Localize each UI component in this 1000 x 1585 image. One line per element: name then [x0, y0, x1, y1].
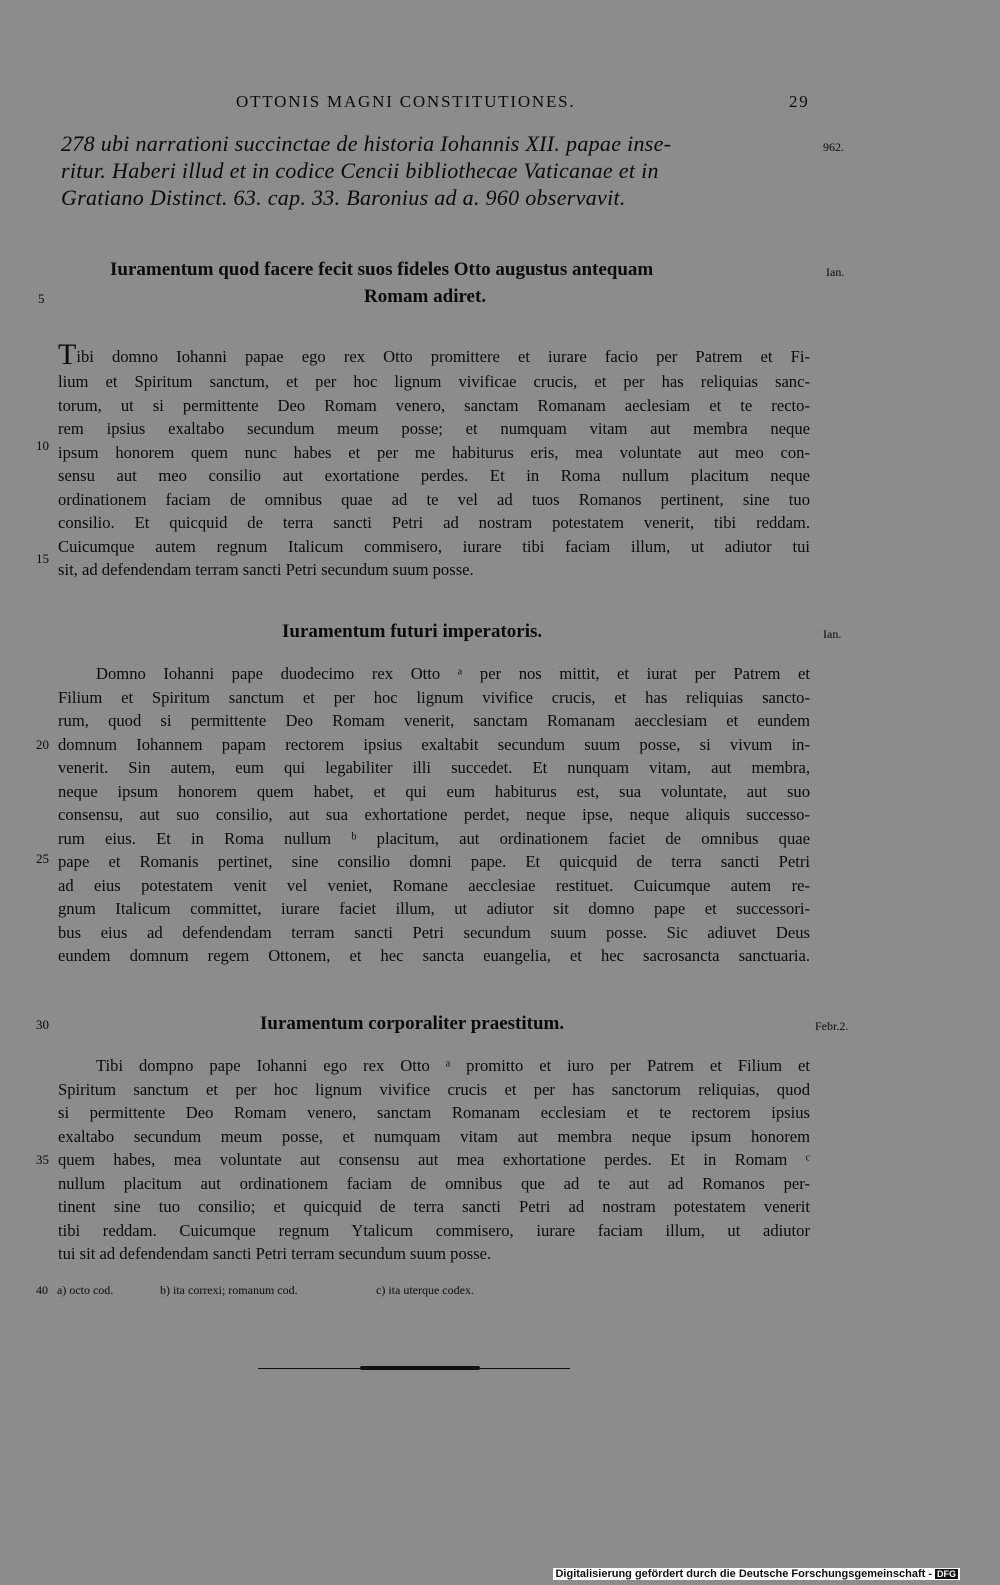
- body-line: rum eius. Et in Roma nullum ᵇ placitum, aut ordinationem faciet de omnibus quae: [58, 828, 810, 848]
- body-line: torum, ut si permittente Deo Romam venero, sanctam Romanam aeclesiam et te recto-: [58, 395, 810, 415]
- body-line: bus eius ad defendendam terram sancti Petri secundum suum posse. Sic adiuvet Deus: [58, 922, 810, 942]
- body-line: ad eius potestatem venit vel veniet, Romane aecclesiae restituet. Cuicumque autem re-: [58, 875, 810, 895]
- body-line: consensu, aut suo consilio, aut sua exhortatione perdet, neque ipse, neque aliquis successo-: [58, 805, 810, 824]
- body-line: rum, quod si permittente Deo Romam venerit, sanctam Romanam aecclesiam et eundem: [58, 711, 810, 730]
- intro-line: ritur. Haberi illud et in codice Cencii bibliothecae Vaticanae et in: [61, 158, 659, 183]
- line-number: 30: [36, 1017, 49, 1032]
- drop-cap: T: [58, 338, 77, 371]
- body-line: tibi reddam. Cuicumque regnum Ytalicum commisero, iurare faciam illum, ut adiutor: [58, 1220, 810, 1240]
- body-line: exaltabo secundum meum posse, et numquam vitam aut membra neque ipsum honorem: [58, 1126, 810, 1146]
- body-line: Tibi dompno pape Iohanni ego rex Otto ᵃ promitto et iuro per Patrem et Filium et: [96, 1056, 810, 1075]
- body-line: tinent sine tuo consilio; et quicquid de terra sancti Petri ad nostram potestatem venerit: [58, 1197, 810, 1216]
- body-line: lium et Spiritum sanctum, et per hoc lignum vivificae crucis, et per has reliquias sanc-: [58, 372, 810, 391]
- body-line: Filium et Spiritum sanctum et per hoc lignum vivifice crucis, et has reliquias sancto-: [58, 687, 810, 707]
- section-3-body: [58, 1054, 810, 1266]
- body-line: pape et Romanis pertinet, sine consilio domni pape. Et quicquid de terra sancti Petri: [58, 852, 810, 871]
- intro-line: 278 ubi narrationi succinctae de historia Iohannis XII. papae inse-: [61, 131, 672, 156]
- body-line: nullum placitum aut ordinationem faciam de omnibus que ad te aut ad Romanos per-: [58, 1173, 810, 1193]
- body-line: venerit. Sin autem, eum qui legabiliter illi succedet. Et nunquam vitam, aut membra,: [58, 758, 810, 777]
- running-title: OTTONIS MAGNI CONSTITUTIONES.: [236, 92, 576, 111]
- body-line: quem habes, mea voluntate aut consensu aut mea exhortatione perdes. Et in Romam ᶜ: [58, 1150, 810, 1169]
- margin-date: Febr.2.: [815, 1019, 849, 1033]
- body-line: consilio. Et quicquid de terra sancti Petri ad nostram potestatem venerit, tibi reddam.: [58, 513, 810, 532]
- margin-year: 962.: [823, 140, 844, 154]
- intro-line: Gratiano Distinct. 63. cap. 33. Baronius ad a. 960 observavit.: [61, 185, 626, 210]
- section-1-title-line-1: Iuramentum quod facere fecit suos fideles Otto augustus antequam: [110, 259, 654, 280]
- body-line: ordinationem faciam de omnibus quae ad te vel ad tuos Romanos pertinent, sine tuo: [58, 489, 810, 509]
- section-1-body: [58, 340, 810, 582]
- credit-text: Digitalisierung gefördert durch die Deutsche Forschungsgemeinschaft -: [555, 1568, 932, 1580]
- body-line: sensu aut meo consilio aut exortatione perdes. Et in Roma nullum placitum neque: [58, 466, 810, 485]
- footnote-a: a) octo cod.: [57, 1283, 114, 1297]
- body-line: sit, ad defendendam terram sancti Petri secundum suum posse.: [58, 560, 474, 579]
- line-number: 20: [36, 737, 49, 752]
- body-line: neque ipsum honorem quem habet, et qui eum habiturus est, sua voluntate, aut suo: [58, 781, 810, 801]
- line-number: 15: [36, 551, 49, 566]
- line-number: 35: [36, 1152, 49, 1167]
- body-line: Domno Iohanni pape duodecimo rex Otto ᵃ per nos mittit, et iurat per Patrem et: [96, 664, 810, 683]
- body-line: ibi domno Iohanni papae ego rex Otto promittere et iurare facio per Patrem et Fi-: [76, 347, 810, 366]
- section-2-body: [58, 662, 810, 968]
- section-3-title: Iuramentum corporaliter praestitum.: [260, 1013, 565, 1034]
- body-line: eundem domnum regem Ottonem, et hec sancta euangelia, et hec sacrosancta sanctuaria.: [58, 946, 810, 965]
- body-line: domnum Iohannem papam rectorem ipsius exaltabit secundum suum posse, si vivum in-: [58, 734, 810, 754]
- line-number: 5: [38, 291, 45, 306]
- footnote-c: c) ita uterque codex.: [376, 1283, 474, 1297]
- dfg-logo: DFG: [937, 1569, 956, 1579]
- closing-rule-swell: [360, 1366, 480, 1370]
- body-line: Spiritum sanctum et per hoc lignum vivifice crucis et per has sanctorum reliquias, quod: [58, 1079, 810, 1099]
- footnote-line-number: 40: [36, 1283, 48, 1297]
- body-line: si permittente Deo Romam venero, sanctam Romanam ecclesiam et te rectorem ipsius: [58, 1103, 810, 1122]
- line-number: 25: [36, 851, 49, 866]
- page-number: 29: [789, 92, 810, 111]
- line-number: 10: [36, 438, 49, 453]
- body-line: Cuicumque autem regnum Italicum commisero, iurare tibi faciam illum, ut adiutor tui: [58, 536, 810, 556]
- footnote-b: b) ita correxi; romanum cod.: [160, 1283, 298, 1297]
- margin-date: Ian.: [823, 627, 842, 641]
- body-line: tui sit ad defendendam sancti Petri terram secundum suum posse.: [58, 1244, 492, 1263]
- section-2-title: Iuramentum futuri imperatoris.: [282, 621, 543, 642]
- body-line: gnum Italicum committet, iurare faciet illum, ut adiutor sit domno pape et successori-: [58, 899, 810, 918]
- section-1-title-line-2: Romam adiret.: [364, 286, 487, 307]
- body-line: rem ipsius exaltabo secundum meum posse; et numquam vitam aut membra neque: [58, 419, 810, 438]
- body-line: ipsum honorem quem nunc habes et per me habiturus eris, mea voluntate aut meo con-: [58, 442, 810, 462]
- margin-date: Ian.: [826, 265, 845, 279]
- digitization-credit: [553, 1568, 960, 1580]
